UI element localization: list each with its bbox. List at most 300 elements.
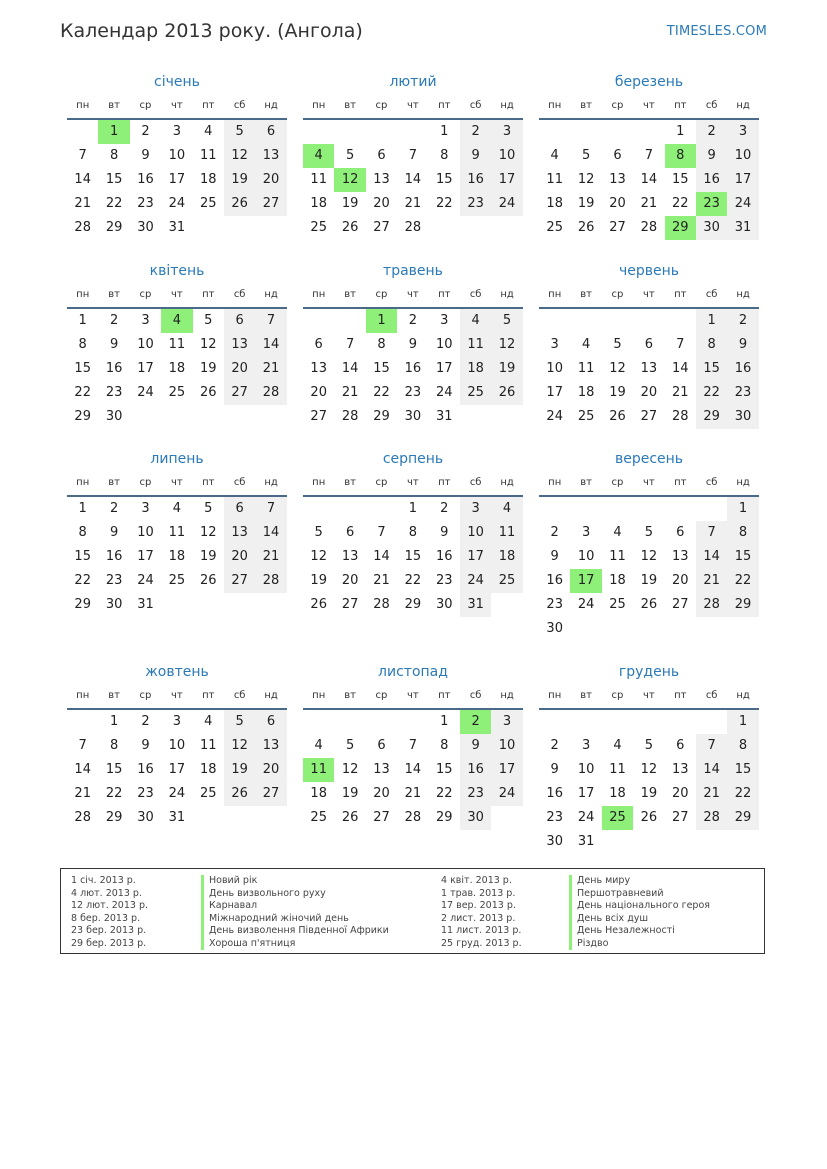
day-cell: 27 <box>373 220 390 235</box>
day-cell: 12 <box>609 361 626 376</box>
weekday-label: чт <box>407 289 419 300</box>
week-row <box>539 758 759 782</box>
day-cell: 4 <box>491 497 522 521</box>
legend-dates-left <box>71 875 148 950</box>
day-cell: 28 <box>404 810 422 825</box>
week-row <box>67 521 287 545</box>
day-cell: 17 <box>168 762 186 777</box>
weekday-label: нд <box>736 289 750 300</box>
week-row <box>539 309 759 333</box>
empty-cell <box>602 120 633 144</box>
day-cell: 25 <box>168 573 186 588</box>
weekday-label: чт <box>643 477 655 488</box>
legend-holiday-name: День визвольного руху <box>201 888 389 901</box>
day-cell: 20 <box>373 786 390 801</box>
day-cell: 30 <box>137 220 154 235</box>
day-cell: 8 <box>78 525 87 540</box>
day-cell: 18 <box>609 786 626 801</box>
weekday-label: нд <box>500 289 514 300</box>
day-cell: 12 <box>310 549 327 564</box>
day-cell: 16 <box>105 361 123 376</box>
day-cell: 14 <box>671 361 689 376</box>
day-cell: 17 <box>491 168 522 192</box>
weekday-label: пт <box>202 690 215 701</box>
day-cell: 16 <box>105 549 123 564</box>
day-cell: 2 <box>550 738 559 753</box>
week-row <box>539 710 759 734</box>
day-cell: 19 <box>609 385 626 400</box>
day-cell: 10 <box>168 148 186 163</box>
day-cell: 1 <box>440 124 449 139</box>
holiday-day-cell: 12 <box>334 168 365 192</box>
weekday-label: пн <box>548 690 562 701</box>
day-cell: 6 <box>255 120 286 144</box>
empty-cell <box>633 120 664 144</box>
day-cell: 23 <box>105 573 123 588</box>
empty-cell <box>255 405 286 429</box>
day-cell: 24 <box>491 192 522 216</box>
empty-cell <box>224 405 255 429</box>
empty-cell <box>570 497 601 521</box>
day-cell: 26 <box>341 220 359 235</box>
legend-date: 12 лют. 2013 р. <box>71 900 148 911</box>
empty-cell <box>570 617 601 641</box>
month-title: вересень <box>614 451 684 467</box>
empty-cell <box>303 309 334 333</box>
day-cell: 5 <box>204 501 213 516</box>
weekday-label: сб <box>233 289 246 300</box>
weekday-label: чт <box>643 100 655 111</box>
day-cell: 18 <box>491 545 522 569</box>
day-cell: 1 <box>408 501 417 516</box>
empty-cell <box>696 617 727 641</box>
day-cell: 28 <box>640 220 658 235</box>
weekday-label: чт <box>407 690 419 701</box>
day-cell: 3 <box>581 738 591 753</box>
legend-holiday-name: Новий рік <box>201 875 389 888</box>
day-cell: 11 <box>199 738 217 753</box>
day-cell: 24 <box>727 192 758 216</box>
weekday-label: сб <box>469 477 482 488</box>
weekday-label: нд <box>736 477 750 488</box>
day-cell: 24 <box>168 196 186 211</box>
empty-cell <box>665 617 696 641</box>
day-cell: 15 <box>727 758 758 782</box>
week-row <box>303 168 523 192</box>
legend-date: 1 січ. 2013 р. <box>71 875 136 886</box>
empty-cell <box>334 120 365 144</box>
day-cell: 22 <box>105 786 123 801</box>
day-cell: 5 <box>613 337 622 352</box>
day-cell: 1 <box>727 710 758 734</box>
month-грудень <box>539 662 759 854</box>
week-row <box>303 758 523 782</box>
week-row <box>539 168 759 192</box>
day-cell: 16 <box>460 758 491 782</box>
empty-cell <box>633 830 664 854</box>
week-row <box>67 734 287 758</box>
empty-cell <box>696 830 727 854</box>
week-row <box>67 168 287 192</box>
day-cell: 18 <box>546 196 563 211</box>
empty-cell <box>602 617 633 641</box>
month-травень <box>303 261 523 429</box>
day-cell: 23 <box>137 196 154 211</box>
legend-dates-right <box>441 875 522 950</box>
weekday-label: нд <box>736 690 750 701</box>
day-cell: 7 <box>255 497 286 521</box>
month-title: листопад <box>378 664 448 680</box>
day-cell: 19 <box>199 361 217 376</box>
empty-cell <box>255 216 286 240</box>
day-cell: 4 <box>613 738 622 753</box>
day-cell: 10 <box>460 521 491 545</box>
empty-cell <box>633 617 664 641</box>
day-cell: 30 <box>727 405 758 429</box>
day-cell: 11 <box>609 762 626 777</box>
empty-cell <box>570 710 601 734</box>
day-cell: 16 <box>137 172 154 187</box>
day-cell: 10 <box>491 734 522 758</box>
day-cell: 2 <box>460 120 491 144</box>
day-cell: 25 <box>577 409 595 424</box>
day-cell: 1 <box>78 501 87 516</box>
day-cell: 17 <box>435 361 453 376</box>
day-cell: 22 <box>404 573 422 588</box>
day-cell: 27 <box>609 220 626 235</box>
day-cell: 16 <box>137 762 154 777</box>
day-cell: 10 <box>577 762 595 777</box>
legend-holiday-name: Різдво <box>569 938 710 951</box>
week-row <box>539 120 759 144</box>
empty-cell <box>429 216 460 240</box>
day-cell: 25 <box>310 810 327 825</box>
day-cell: 8 <box>440 738 449 753</box>
legend-holiday-name: Хороша п'ятниця <box>201 938 389 951</box>
page-title: Календар 2013 року. (Ангола) <box>60 20 363 42</box>
legend-date: 11 лист. 2013 р. <box>441 925 522 936</box>
day-cell: 20 <box>224 545 255 569</box>
day-cell: 9 <box>141 738 150 753</box>
day-cell: 14 <box>373 549 390 564</box>
day-cell: 3 <box>172 714 181 729</box>
weekday-label: пн <box>312 477 326 488</box>
empty-cell <box>67 710 98 734</box>
day-cell: 11 <box>168 337 186 352</box>
legend-date: 4 квіт. 2013 р. <box>441 875 512 886</box>
day-cell: 4 <box>204 714 213 729</box>
day-cell: 24 <box>435 385 453 400</box>
day-cell: 5 <box>314 525 323 540</box>
day-cell: 18 <box>168 549 186 564</box>
day-cell: 19 <box>640 573 658 588</box>
weekday-header <box>67 283 287 309</box>
day-cell: 9 <box>440 525 449 540</box>
day-cell: 21 <box>373 573 390 588</box>
weekday-header <box>539 94 759 120</box>
day-cell: 5 <box>224 120 255 144</box>
empty-cell <box>727 830 758 854</box>
weekday-label: пн <box>76 690 90 701</box>
day-cell: 21 <box>671 385 689 400</box>
empty-cell <box>161 405 192 429</box>
day-cell: 26 <box>199 385 217 400</box>
day-cell: 13 <box>609 172 626 187</box>
day-cell: 15 <box>404 549 422 564</box>
month-title: березень <box>614 74 684 90</box>
day-cell: 13 <box>255 734 286 758</box>
weekday-label: нд <box>500 690 514 701</box>
day-cell: 2 <box>408 313 417 328</box>
day-cell: 26 <box>224 192 255 216</box>
day-cell: 25 <box>168 385 186 400</box>
weekday-label: ср <box>611 100 624 111</box>
week-row <box>67 357 287 381</box>
day-cell: 24 <box>137 573 154 588</box>
day-cell: 23 <box>460 782 491 806</box>
week-row <box>67 545 287 569</box>
day-cell: 12 <box>640 549 658 564</box>
day-cell: 14 <box>640 172 658 187</box>
week-row <box>303 405 523 429</box>
day-cell: 29 <box>696 405 727 429</box>
day-cell: 6 <box>224 497 255 521</box>
month-title: лютий <box>389 74 437 90</box>
site-link[interactable]: TIMESLES.COM <box>666 24 767 39</box>
empty-cell <box>303 497 334 521</box>
month-лютий <box>303 72 523 240</box>
weekday-label: нд <box>264 477 278 488</box>
day-cell: 17 <box>137 549 154 564</box>
legend-date: 29 бер. 2013 р. <box>71 937 147 949</box>
day-cell: 2 <box>696 120 727 144</box>
day-cell: 8 <box>377 337 386 352</box>
day-cell: 6 <box>676 525 685 540</box>
empty-cell <box>460 405 491 429</box>
holiday-day-cell: 25 <box>602 806 633 830</box>
day-cell: 31 <box>727 216 758 240</box>
day-cell: 23 <box>105 385 123 400</box>
day-cell: 22 <box>74 385 91 400</box>
day-cell: 16 <box>460 168 491 192</box>
weekday-label: вт <box>580 690 592 701</box>
week-row <box>303 782 523 806</box>
day-cell: 9 <box>109 337 119 352</box>
day-cell: 1 <box>727 497 758 521</box>
day-cell: 8 <box>440 148 449 163</box>
day-cell: 3 <box>440 313 449 328</box>
day-cell: 10 <box>546 361 563 376</box>
day-cell: 11 <box>546 172 563 187</box>
day-cell: 23 <box>546 810 563 825</box>
day-cell: 13 <box>671 762 689 777</box>
empty-cell <box>193 405 224 429</box>
day-cell: 25 <box>460 381 491 405</box>
day-cell: 12 <box>224 734 255 758</box>
day-cell: 28 <box>255 381 286 405</box>
empty-cell <box>602 710 633 734</box>
day-cell: 19 <box>341 786 359 801</box>
day-cell: 31 <box>577 834 595 849</box>
day-cell: 12 <box>640 762 658 777</box>
day-cell: 29 <box>105 810 123 825</box>
weekday-label: сб <box>233 477 246 488</box>
day-cell: 18 <box>168 361 186 376</box>
day-cell: 22 <box>435 196 453 211</box>
week-row <box>539 545 759 569</box>
empty-cell <box>397 710 428 734</box>
day-cell: 2 <box>109 501 119 516</box>
day-cell: 9 <box>460 734 491 758</box>
weekday-label: вт <box>344 477 356 488</box>
empty-cell <box>570 309 601 333</box>
empty-cell <box>366 120 397 144</box>
day-cell: 28 <box>696 806 727 830</box>
day-cell: 30 <box>404 409 422 424</box>
weekday-label: сб <box>233 100 246 111</box>
weekday-label: сб <box>705 100 718 111</box>
day-cell: 22 <box>696 381 727 405</box>
day-cell: 22 <box>373 385 390 400</box>
week-row <box>303 710 523 734</box>
month-title: серпень <box>382 451 444 467</box>
weekday-label: сб <box>705 289 718 300</box>
day-cell: 14 <box>255 333 286 357</box>
day-cell: 29 <box>435 810 453 825</box>
day-cell: 20 <box>671 573 689 588</box>
holiday-legend <box>60 868 765 954</box>
day-cell: 6 <box>676 738 685 753</box>
day-cell: 21 <box>404 196 422 211</box>
day-cell: 13 <box>373 172 390 187</box>
empty-cell <box>224 806 255 830</box>
day-cell: 4 <box>613 525 622 540</box>
day-cell: 4 <box>172 501 181 516</box>
day-cell: 11 <box>609 549 626 564</box>
day-cell: 4 <box>314 738 323 753</box>
day-cell: 4 <box>204 124 213 139</box>
day-cell: 29 <box>74 409 91 424</box>
weekday-label: чт <box>407 477 419 488</box>
weekday-label: нд <box>264 100 278 111</box>
day-cell: 21 <box>696 569 727 593</box>
day-cell: 10 <box>168 738 186 753</box>
day-cell: 5 <box>581 148 591 163</box>
day-cell: 4 <box>550 148 559 163</box>
day-cell: 3 <box>581 525 591 540</box>
day-cell: 21 <box>74 196 91 211</box>
weekday-header <box>303 471 523 497</box>
month-title: грудень <box>618 664 680 680</box>
weekday-label: пн <box>312 100 326 111</box>
day-cell: 29 <box>727 806 758 830</box>
week-row <box>539 216 759 240</box>
weekday-label: чт <box>171 289 183 300</box>
empty-cell <box>224 216 255 240</box>
day-cell: 24 <box>546 409 563 424</box>
day-cell: 14 <box>74 172 91 187</box>
day-cell: 1 <box>696 309 727 333</box>
day-cell: 2 <box>440 501 449 516</box>
day-cell: 4 <box>460 309 491 333</box>
day-cell: 7 <box>78 738 87 753</box>
day-cell: 23 <box>727 381 758 405</box>
legend-holiday-name: День всіх душ <box>569 913 710 926</box>
empty-cell <box>727 617 758 641</box>
empty-cell <box>602 830 633 854</box>
empty-cell <box>303 710 334 734</box>
week-row <box>539 497 759 521</box>
day-cell: 9 <box>408 337 417 352</box>
day-cell: 7 <box>676 337 685 352</box>
weekday-header <box>303 684 523 710</box>
day-cell: 6 <box>345 525 355 540</box>
weekday-header <box>67 471 287 497</box>
month-червень <box>539 261 759 429</box>
day-cell: 13 <box>255 144 286 168</box>
day-cell: 6 <box>255 710 286 734</box>
day-cell: 22 <box>105 196 123 211</box>
day-cell: 16 <box>727 357 758 381</box>
day-cell: 24 <box>491 782 522 806</box>
day-cell: 28 <box>341 409 359 424</box>
empty-cell <box>696 710 727 734</box>
week-row <box>67 192 287 216</box>
empty-cell <box>665 309 696 333</box>
day-cell: 27 <box>373 810 390 825</box>
day-cell: 24 <box>577 810 595 825</box>
day-cell: 29 <box>105 220 123 235</box>
day-cell: 7 <box>408 148 417 163</box>
legend-date: 25 груд. 2013 р. <box>441 937 522 949</box>
day-cell: 14 <box>404 762 422 777</box>
month-листопад <box>303 662 523 830</box>
day-cell: 26 <box>640 810 658 825</box>
week-row <box>539 593 759 617</box>
day-cell: 13 <box>373 762 390 777</box>
weekday-label: пт <box>202 100 215 111</box>
day-cell: 10 <box>137 337 154 352</box>
day-cell: 16 <box>546 573 563 588</box>
weekday-header <box>67 94 287 120</box>
day-cell: 8 <box>727 734 758 758</box>
day-cell: 19 <box>577 196 595 211</box>
empty-cell <box>665 830 696 854</box>
day-cell: 22 <box>74 573 91 588</box>
day-cell: 8 <box>109 738 119 753</box>
empty-cell <box>539 497 570 521</box>
empty-cell <box>224 593 255 617</box>
day-cell: 19 <box>491 357 522 381</box>
day-cell: 28 <box>696 593 727 617</box>
week-row <box>67 381 287 405</box>
day-cell: 9 <box>550 549 559 564</box>
day-cell: 9 <box>550 762 559 777</box>
day-cell: 28 <box>255 569 286 593</box>
holiday-day-cell: 8 <box>665 144 696 168</box>
day-cell: 17 <box>491 758 522 782</box>
week-row <box>539 734 759 758</box>
month-title: жовтень <box>145 664 209 680</box>
empty-cell <box>696 497 727 521</box>
day-cell: 22 <box>671 196 689 211</box>
day-cell: 18 <box>310 786 327 801</box>
day-cell: 30 <box>696 216 727 240</box>
weekday-label: пн <box>312 690 326 701</box>
holiday-day-cell: 2 <box>460 710 491 734</box>
week-row <box>303 192 523 216</box>
weekday-label: ср <box>611 289 624 300</box>
